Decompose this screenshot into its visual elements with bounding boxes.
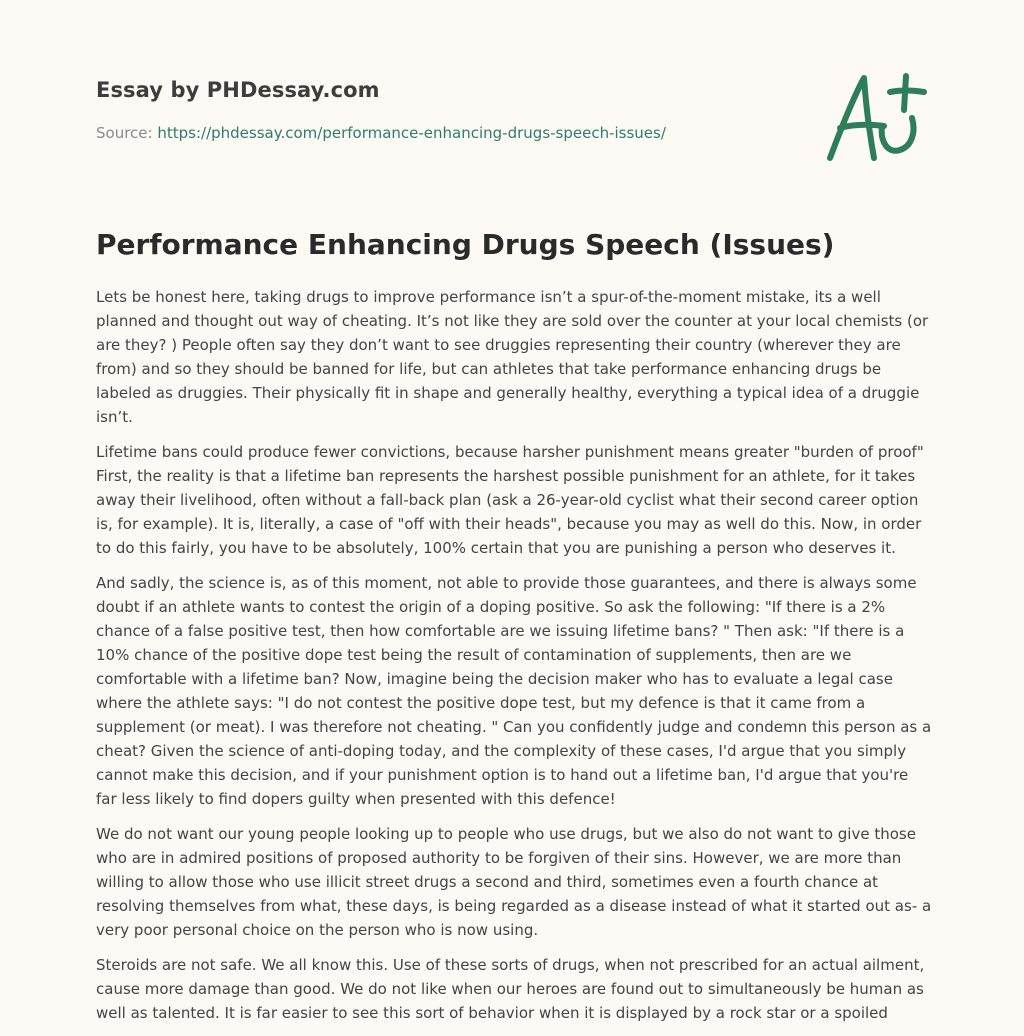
- source-link[interactable]: https://phdessay.com/performance-enhancing-drugs-speech-issues/: [157, 124, 666, 142]
- essay-title: Performance Enhancing Drugs Speech (Issues): [96, 228, 835, 261]
- essay-paragraph: Lifetime bans could produce fewer convictions, because harsher punishment means greater "burden of proof" First, the reality is that a lifetime ban represents the harshest possible punishment for an athlete, for it takes away their livelihood, often without a fall-back plan (ask a 26-year-old cyclist what their second career option is, for example). It is, literally, a case of "off with their heads", because you may as well do this. Now, in order to do this fairly, you have to be absolutely, 100% certain that you are punishing a person who deserves it.: [96, 443, 924, 557]
- essay-paragraph: We do not want our young people looking up to people who use drugs, but we also do not want to give those who are in admired positions of proposed authority to be forgiven of their sins. However, we are more than willing to allow those who use illicit street drugs a second and third, sometimes even a fourth chance at resolving themselves from what, these days, is being regarded as a disease instead of what it started out as- a very poor personal choice on the person who is now using.: [96, 825, 932, 939]
- a-plus-logo-icon: [820, 66, 930, 166]
- essay-body: [96, 285, 932, 1036]
- source-label: Source:: [96, 124, 153, 142]
- essay-paragraph: Lets be honest here, taking drugs to improve performance isn’t a spur-of-the-moment mistake, its a well planned and thought out way of cheating. It’s not like they are sold over the counter at your local chemists (or are they? ) People often say they don’t want to see druggies representing their country (wherever they are from) and so they should be banned for life, but can athletes that take performance enhancing drugs be labeled as druggies. Their physically fit in shape and generally healthy, everything a typical idea of a druggie isn’t.: [96, 288, 929, 426]
- essay-paragraph: Steroids are not safe. We all know this. Use of these sorts of drugs, when not prescribed for an actual ailment, cause more damage than good. We do not like when our heroes are found out to simultaneously be human as well as talented. It is far easier to see this sort of behavior when it is displayed by a rock star or a spoiled: [96, 956, 925, 1022]
- site-title: Essay by PHDessay.com: [96, 78, 380, 102]
- essay-paragraph: And sadly, the science is, as of this moment, not able to provide those guarantees, and there is always some doubt if an athlete wants to contest the origin of a doping positive. So ask the following: "If there is a 2% chance of a false positive test, then how comfortable are we issuing lifetime bans? " Then ask: "If there is a 10% chance of the positive dope test being the result of contamination of supplements, then are we comfortable with a lifetime ban? Now, imagine being the decision maker who has to evaluate a legal case where the athlete says: "I do not contest the positive dope test, but my defence is that it came from a supplement (or meat). I was therefore not cheating. " Can you confidently judge and condemn this person as a cheat? Given the science of anti-doping today, and the complexity of these cases, I'd argue that you simply cannot make this decision, and if your punishment option is to hand out a lifetime ban, I'd argue that you're far less likely to find dopers guilty when presented with this defence!: [96, 574, 932, 808]
- source-line: [96, 124, 666, 142]
